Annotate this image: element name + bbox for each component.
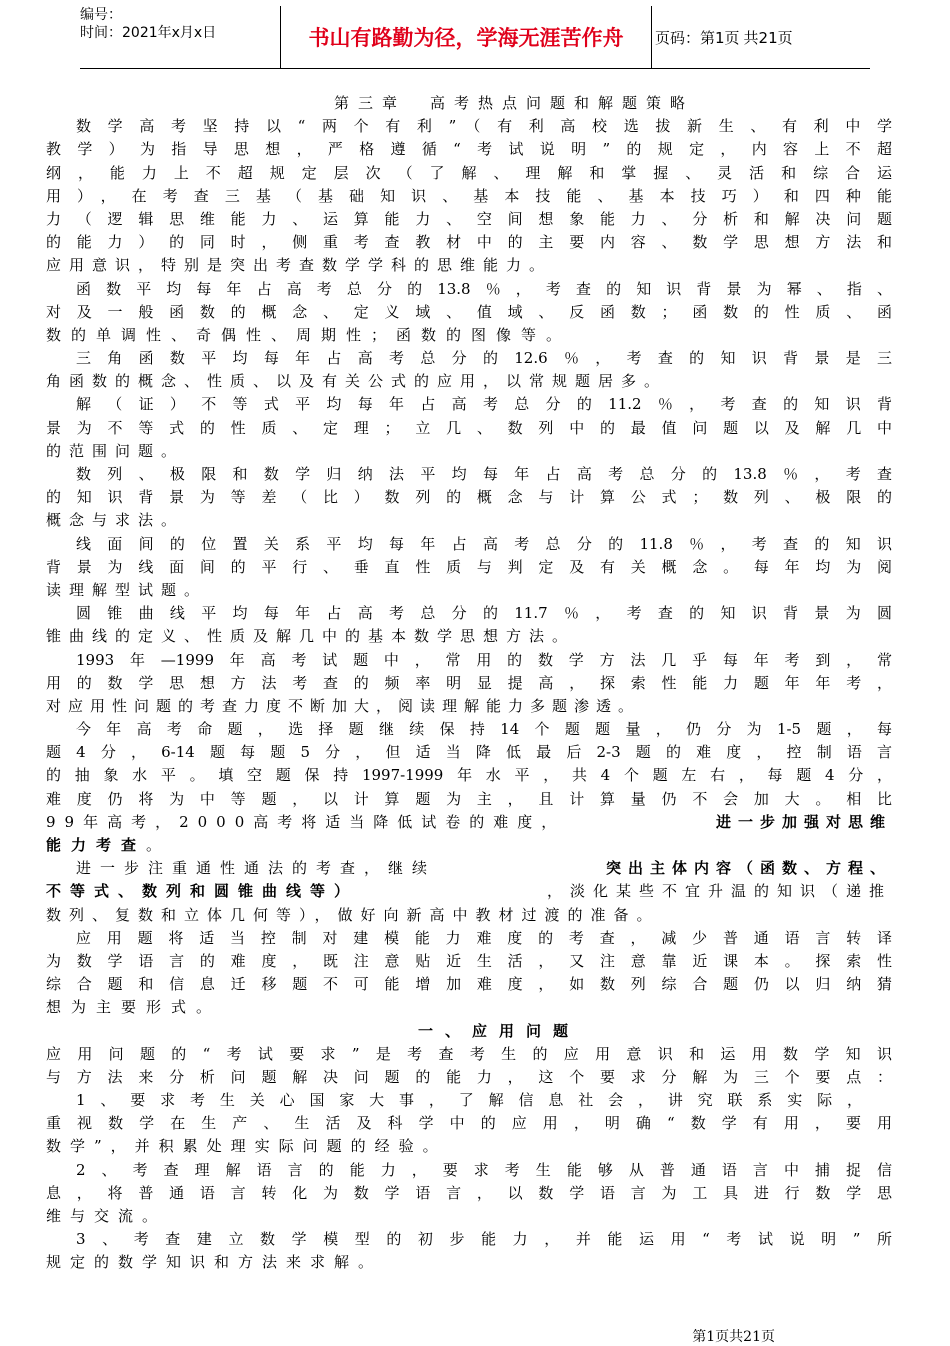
- document-body: [46, 92, 892, 1275]
- serial-label: 编号：: [80, 7, 122, 23]
- text-line: 对及一般函数的概念、定义域、值域、反函数；函数的性质、函: [46, 302, 892, 321]
- text-line: 背景为线面间的平行、垂直性质与判定及有关概念。每年均为阅: [46, 557, 892, 576]
- text-line: 解（证）不等式平均每年占高考总分的11.2％，考查的知识背: [76, 395, 892, 414]
- total-label: 共21页: [743, 28, 793, 47]
- page-label: 页码：第1页: [655, 28, 740, 47]
- text-line: 综合题和信息迁移题不可能增加难度，如数列综合题仍以归纳猜: [46, 975, 892, 994]
- text-line: 教学）为指导思想，严格遵循“考试说明”的规定，内容上不超: [46, 140, 892, 159]
- text-line: 线面间的位置关系平均每年占高考总分的11.8％，考查的知识: [76, 534, 892, 553]
- text-run: 99年高考，2000高考将适当降低试卷的难度，: [46, 812, 566, 831]
- text-line: 数的单调性、奇偶性、周期性；函数的图像等。: [46, 325, 572, 344]
- text-run: 。: [146, 836, 162, 854]
- text-line: 为数学语言的难度，既注意贴近生活，又注意靠近课本。探索性: [46, 951, 892, 970]
- text-line: 应用题将适当控制对建模能力难度的考查，减少普通语言转译: [76, 928, 892, 947]
- text-line: 纲，能力上不超规定层次（了解、理解和掌握、灵活和综合运: [46, 163, 892, 182]
- text-line: 锥曲线的定义、性质及解几中的基本数学思想方法。: [46, 627, 576, 646]
- text-line: 景为不等式的性质、定理；立几、数列中的最值问题以及解几中: [46, 418, 892, 437]
- text-run: ，淡化某些不宜升温的知识（递推: [546, 882, 892, 901]
- page-footer: 第1页共21页: [692, 1329, 775, 1345]
- bold-run: 进一步加强对思维: [715, 812, 892, 831]
- text-line: 角函数的概念、性质、以及有关公式的应用，以常规题居多。: [46, 372, 668, 391]
- text-line: 用的数学思想方法考查的频率明显提高，探索性能力题年年考，: [46, 673, 892, 692]
- text-line: 3、考查建立数学模型的初步能力，并能运用“考试说明”所: [76, 1230, 892, 1249]
- text-line: 重视数学在生产、生活及科学中的应用，明确“数学有用，要用: [46, 1114, 892, 1133]
- text-line: 对应用性问题的考查力度不断加大，阅读理解能力多题渗透。: [46, 696, 641, 715]
- text-line: 息，将普通语言转化为数学语言，以数学语言为工具进行数学思: [46, 1183, 892, 1202]
- text-line: 数学”，并积累处理实际问题的经验。: [46, 1137, 447, 1156]
- text-line: 规定的数学知识和方法来求解。: [46, 1253, 383, 1272]
- text-line: 今年高考命题，选择题继续保持14个题题量，仍分为1-5题，每: [76, 720, 892, 739]
- text-line: 数列、复数和立体几何等），做好向新高中教材过渡的准备。: [46, 905, 660, 924]
- text-run: 进一步注重通性通法的考查，继续: [76, 859, 437, 878]
- text-line: 2、考查理解语言的能力，要求考生能够从普通语言中捕捉信: [76, 1160, 892, 1179]
- text-line: 题4分，6-14题每题5分，但适当降低最后2-3题的难度，控制语言: [46, 743, 892, 762]
- text-line: 的范围问题。: [46, 441, 185, 460]
- text-line: 数列、极限和数学归纳法平均每年占高考总分的13.8％，考查: [76, 465, 892, 483]
- text-line: 1993年—1999年高考试题中，常用的数学方法几乎每年考到，常: [76, 650, 892, 669]
- text-line-mixed: [46, 880, 892, 903]
- time-label: 时间：2021年x月x日: [80, 25, 217, 41]
- text-line: 的能力）的同时，侧重考查教材中的主要内容、数学思想方法和: [46, 233, 892, 252]
- page-header: [80, 6, 870, 69]
- header-page-cell: [655, 6, 870, 68]
- bold-run: 能力考查: [46, 836, 147, 854]
- text-line: 难度仍将为中等题，以计算题为主，且计算量仍不会加大。相比: [46, 789, 892, 808]
- text-line: 维与交流。: [46, 1207, 167, 1225]
- text-line: 与方法来分析问题解决问题的能力，这个要求分解为三个要点：: [46, 1067, 892, 1086]
- bold-run: 突出主体内容（函数、方程、: [605, 859, 892, 878]
- text-line: 用），在考查三基（基础知识、基本技能、基本技巧）和四种能: [46, 186, 892, 205]
- text-line-mixed: [46, 811, 892, 834]
- text-line-mixed: [46, 834, 892, 857]
- text-line: 概念与求法。: [46, 511, 185, 530]
- text-line-mixed: [46, 857, 892, 880]
- text-line: 力（逻辑思维能力、运算能力、空间想象能力、分析和解决问题: [46, 209, 892, 228]
- header-meta: [80, 6, 278, 68]
- chapter-title: 第三章 高考热点问题和解题策略: [333, 94, 694, 112]
- motto: 书山有路勤为径，学海无涯苦作舟: [308, 26, 624, 50]
- header-motto-cell: [280, 6, 652, 68]
- bold-run: 不等式、数列和圆锥曲线等）: [46, 882, 359, 901]
- text-line: 数学高考坚持以“两个有利”（有利高校选拔新生、有利中学: [76, 117, 892, 136]
- text-line: 三角函数平均每年占高考总分的12.6％，考查的知识背景是三: [76, 349, 892, 368]
- text-line: 圆锥曲线平均每年占高考总分的11.7％，考查的知识背景为圆: [76, 604, 892, 623]
- section-heading: 一、应用问题: [417, 1021, 580, 1040]
- text-line: 的抽象水平。填空题保持1997-1999年水平，共4个题左右，每题4分，: [46, 766, 892, 785]
- text-line: 应用问题的“考试要求”是考查考生的应用意识和运用数学知识: [46, 1044, 892, 1063]
- text-line: 应用意识，特别是突出考查数学学科的思维能力。: [46, 256, 553, 275]
- text-line: 读理解型试题。: [46, 580, 208, 599]
- text-line: 1、要求考生关心国家大事，了解信息社会，讲究联系实际，: [76, 1091, 862, 1110]
- text-line: 想为主要形式。: [46, 998, 222, 1017]
- text-line: 函数平均每年占高考总分的13.8％，考查的知识背景为幂、指、: [76, 279, 892, 298]
- text-line: 的知识背景为等差（比）数列的概念与计算公式；数列、极限的: [46, 488, 892, 507]
